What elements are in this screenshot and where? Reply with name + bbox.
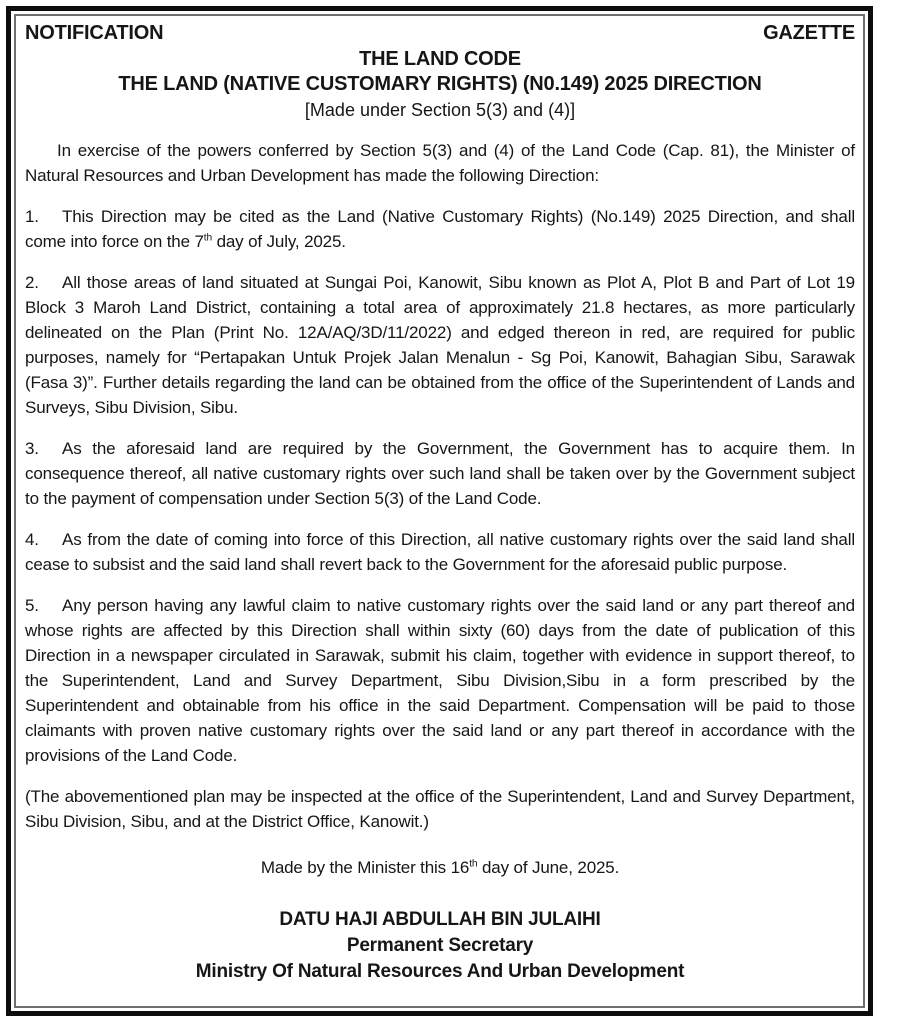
clause-5: 5. Any person having any lawful claim to native customary rights over the said land or any part thereof and whose rights are affected by this Direction shall within sixty (60) days from the date of publication of this Direction in a newspaper circulated in Sarawak, submit his claim, together with evidence in support thereof, to the Superintendent, Land and Survey Department, Sibu Division,Sibu in a form prescribed by the Superintendent and obtainable from his office in the said Department. Compensation will be paid to those claimants with proven native customary rights over the said land or any part thereof in accordance with the provisions of the Land Code.	[25, 593, 855, 768]
clauses-container	[25, 204, 855, 768]
clause-3: 3. As the aforesaid land are required by the Government, the Government has to acquire them. In consequence thereof, all native customary rights over such land shall be taken over by the Government subject to the payment of compensation under Section 5(3) of the Land Code.	[25, 436, 855, 511]
page-inner-border	[14, 14, 865, 1008]
header-row	[25, 21, 855, 46]
title-line-1: THE LAND CODE	[359, 48, 521, 70]
ordinal-superscript: th	[469, 858, 478, 870]
made-by-line: Made by the Minister this 16th day of June, 2025.	[260, 858, 620, 877]
clause-number: 1.	[25, 207, 39, 226]
title-line-2: THE LAND (NATIVE CUSTOMARY RIGHTS) (N0.149) 2025 DIRECTION	[118, 73, 762, 95]
signature-name: DATU HAJI ABDULLAH BIN JULAIHI	[279, 909, 601, 930]
signature-title: Permanent Secretary	[346, 935, 534, 956]
header-right-label: GAZETTE	[763, 22, 855, 44]
gazette-page	[6, 6, 873, 1016]
clause-number: 5.	[25, 596, 39, 615]
clause-number: 4.	[25, 530, 39, 549]
header-left-label: NOTIFICATION	[25, 22, 164, 44]
signature-ministry: Ministry Of Natural Resources And Urban Development	[195, 961, 685, 982]
ordinal-superscript: th	[203, 232, 212, 244]
clause-number: 3.	[25, 439, 39, 458]
clause-1: 1. This Direction may be cited as the Land (Native Customary Rights) (No.149) 2025 Direction, and shall come into force on the 7th day of July, 2025.	[25, 204, 855, 254]
clause-4: 4. As from the date of coming into force of this Direction, all native customary rights over the said land shall cease to subsist and the said land shall revert back to the Government for the aforesaid public purpose.	[25, 527, 855, 577]
plan-note-paragraph: (The abovementioned plan may be inspected at the office of the Superintendent, Land and Survey Department, Sibu Division, Sibu, and at the District Office, Kanowit.)	[25, 787, 855, 831]
signature-block	[25, 907, 855, 985]
clause-number: 2.	[25, 273, 39, 292]
clause-2: 2. All those areas of land situated at Sungai Poi, Kanowit, Sibu known as Plot A, Plot B and Part of Lot 19 Block 3 Maroh Land District, containing a total area of approximately 21.8 hectares, as more particularly delineated on the Plan (Print No. 12A/AQ/3D/11/2022) and edged thereon in red, are required for public purposes, namely for “Pertapakan Untuk Projek Jalan Menalun - Sg Poi, Kanowit, Bahagian Sibu, Sarawak (Fasa 3)”. Further details regarding the land can be obtained from the office of the Superintendent of Lands and Surveys, Sibu Division, Sibu.	[25, 270, 855, 420]
intro-paragraph: In exercise of the powers conferred by Section 5(3) and (4) of the Land Code (Cap. 81), the Minister of Natural Resources and Urban Development has made the following Direction:	[25, 141, 855, 185]
made-under-note: [Made under Section 5(3) and (4)]	[304, 100, 576, 120]
